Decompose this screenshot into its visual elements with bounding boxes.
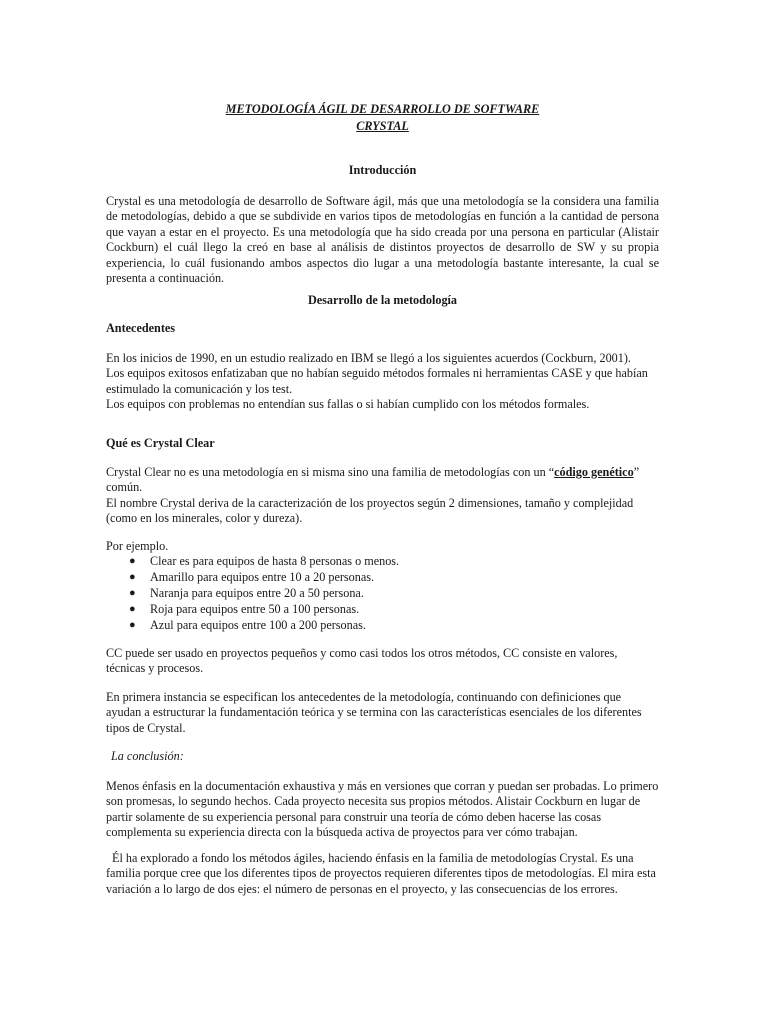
conclusion-heading: La conclusión: bbox=[111, 749, 184, 763]
cc-paragraph: CC puede ser usado en proyectos pequeños y como casi todos los otros métodos, CC consiste en valores, técnicas y procesos. bbox=[106, 646, 618, 676]
list-item-text: Clear es para equipos de hasta 8 personas o menos. bbox=[150, 554, 400, 569]
antecedentes-line-3: Los equipos con problemas no entendían sus fallas o si habían cumplido con los métodos formales. bbox=[106, 397, 590, 412]
crystal-clear-heading: Qué es Crystal Clear bbox=[106, 436, 215, 450]
antecedentes-line-2: Los equipos exitosos enfatizaban que no habían seguido métodos formales ni herramientas CASE y que habían estimulado la comunicación y los test. bbox=[106, 366, 648, 396]
examples-section bbox=[106, 539, 659, 633]
conclusion-paragraph: Menos énfasis en la documentación exhaustiva y más en versiones que corran y puedan ser probadas. Lo primero son promesas, lo segundo hechos. Cada proyecto necesita sus propios métodos. Alistair Cockburn en lugar de partir solamente de su experiencia personal para construir una teoría de cómo deben hacerse las cosas complementa su experiencia directa con la búsqueda activa de proyectos para ver cómo trabajan. bbox=[106, 779, 659, 840]
list-item bbox=[106, 618, 659, 634]
title-line-2: CRYSTAL bbox=[356, 119, 409, 133]
examples-list bbox=[106, 554, 659, 633]
list-item bbox=[106, 570, 659, 586]
example-intro: Por ejemplo. bbox=[106, 539, 169, 553]
document-title bbox=[106, 101, 659, 135]
list-item bbox=[106, 554, 659, 570]
antecedentes-section bbox=[106, 351, 659, 413]
bullet-icon: ● bbox=[129, 587, 136, 599]
codigo-genetico-term: código genético bbox=[554, 465, 634, 479]
bullet-icon: ● bbox=[129, 618, 136, 631]
crystal-clear-paragraph-2: El nombre Crystal deriva de la caracterización de los proyectos según 2 dimensiones, tamaño y complejidad (como en los minerales, color y dureza). bbox=[106, 495, 634, 526]
title-line-1: METODOLOGÍA ÁGIL DE DESARROLLO DE SOFTWARE bbox=[225, 102, 540, 116]
list-item-text: Azul para equipos entre 100 a 200 personas. bbox=[150, 617, 366, 632]
crystal-clear-text-after: ” común. bbox=[106, 465, 640, 495]
development-heading: Desarrollo de la metodología bbox=[307, 293, 458, 307]
primera-instancia-paragraph: En primera instancia se especifican los antecedentes de la metodología, continuando con definiciones que ayudan a estructurar la fundamentación teórica y se termina con las características esenciales de los diferentes tipos de Crystal. bbox=[106, 690, 642, 735]
bullet-icon: ● bbox=[129, 602, 136, 615]
crystal-clear-paragraph-1 bbox=[106, 465, 659, 496]
crystal-clear-text-before: Crystal Clear no es una metodología en si misma sino una familia de metodologías con un “ bbox=[106, 465, 555, 479]
list-item-text: Amarillo para equipos entre 10 a 20 personas. bbox=[150, 570, 375, 585]
bullet-icon: ● bbox=[129, 555, 136, 568]
list-item bbox=[106, 586, 659, 602]
crystal-clear-section bbox=[106, 465, 659, 527]
antecedentes-heading: Antecedentes bbox=[106, 321, 176, 335]
bullet-icon: ● bbox=[129, 571, 136, 584]
list-item-text: Roja para equipos entre 50 a 100 personas. bbox=[150, 601, 360, 616]
list-item bbox=[106, 602, 659, 618]
intro-paragraph: Crystal es una metodología de desarrollo de Software ágil, más que una metolodogía se la considera una familia de metodologías, debido a que se subdivide en varios tipos de metodologías en función a la cantidad de persona que vayan a estar en el proyecto. Es una metodología que ha sido creada por una persona en particular (Alistair Cockburn) el cuál llego la creó en base al análisis de distintos proyectos de desarrollo de SW y su propia experiencia, lo cuál fusionando ambos aspectos dio lugar a una metodología bastante interesante, la cual se presenta a continuación. bbox=[106, 194, 659, 286]
list-item-text: Naranja para equipos entre 20 a 50 persona. bbox=[150, 586, 364, 600]
intro-heading: Introducción bbox=[348, 163, 417, 177]
final-paragraph: Él ha explorado a fondo los métodos ágiles, haciendo énfasis en la familia de metodologías Crystal. Es una familia porque cree que los diferentes tipos de proyectos requieren diferentes tipos de metodologías. El mira esta variación a lo largo de dos ejes: el número de personas en el proyecto, y las consecuencias de los errores. bbox=[106, 851, 656, 896]
antecedentes-line-1: En los inicios de 1990, en un estudio realizado en IBM se llegó a los siguientes acuerdos (Cockburn, 2001). bbox=[106, 351, 631, 365]
